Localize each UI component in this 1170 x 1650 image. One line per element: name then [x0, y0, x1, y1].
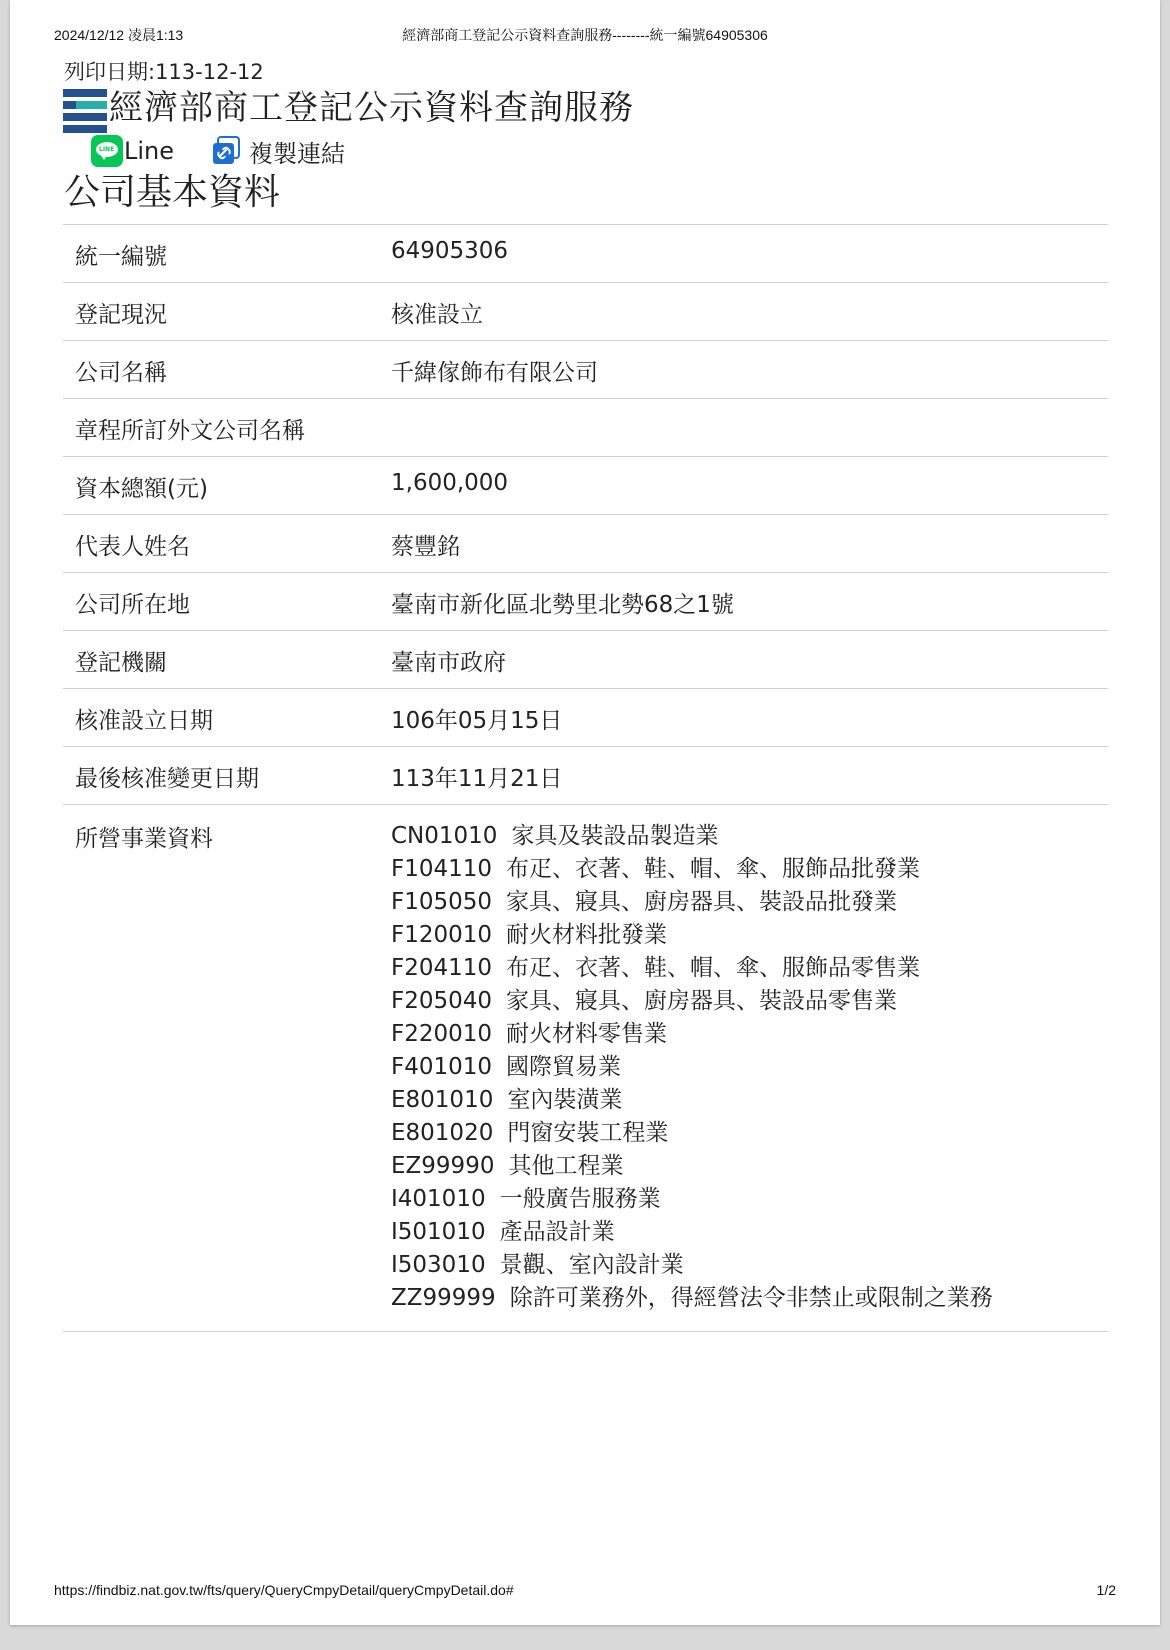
business-desc: 除許可業務外，得經營法令非禁止或限制之業務	[509, 1285, 993, 1311]
business-desc: 家具、寢具、廚房器具、裝設品批發業	[506, 889, 898, 915]
business-code: F205040	[391, 988, 493, 1014]
table-row	[63, 573, 1108, 631]
field-value: 106年05月15日	[391, 689, 1108, 747]
print-header-title: 經濟部商工登記公示資料查詢服務--------統一編號64905306	[402, 27, 768, 43]
site-title: 經濟部商工登記公示資料查詢服務	[109, 88, 634, 128]
field-label: 統一編號	[63, 225, 391, 283]
main-content	[63, 58, 1119, 1332]
business-desc: 產品設計業	[499, 1219, 615, 1245]
print-header-datetime: 2024/12/12 凌晨1:13	[54, 27, 184, 43]
business-item	[391, 1051, 1108, 1084]
business-desc: 國際貿易業	[506, 1054, 622, 1080]
field-label: 公司名稱	[63, 341, 391, 399]
business-desc: 其他工程業	[508, 1153, 624, 1179]
line-icon[interactable]: LINE	[91, 135, 123, 167]
field-value: 1,600,000	[391, 457, 1108, 515]
field-label: 代表人姓名	[63, 515, 391, 573]
page-number: 1/2	[1096, 1582, 1116, 1598]
business-item	[391, 1084, 1108, 1117]
business-desc: 耐火材料批發業	[506, 922, 668, 948]
business-desc: 景觀、室內設計業	[499, 1252, 684, 1278]
business-code: F105050	[391, 889, 493, 915]
business-item	[391, 919, 1108, 952]
field-label: 章程所訂外文公司名稱	[63, 399, 391, 457]
table-row	[63, 225, 1108, 283]
table-row	[63, 689, 1108, 747]
table-row	[63, 457, 1108, 515]
table-row	[63, 283, 1108, 341]
field-label: 所營事業資料	[63, 805, 391, 1332]
business-code: F104110	[391, 856, 493, 882]
business-desc: 家具、寢具、廚房器具、裝設品零售業	[506, 988, 898, 1014]
business-item	[391, 1150, 1108, 1183]
print-header	[54, 25, 1116, 45]
company-info-table	[63, 224, 1108, 1332]
field-value: 臺南市新化區北勢里北勢68之1號	[391, 573, 1108, 631]
table-row-business	[63, 805, 1108, 1332]
share-bar	[91, 132, 1119, 170]
business-code: I503010	[391, 1252, 486, 1278]
table-row	[63, 747, 1108, 805]
business-item	[391, 1117, 1108, 1150]
business-code: F401010	[391, 1054, 493, 1080]
business-desc: 室內裝潢業	[507, 1087, 623, 1113]
business-desc: 布疋、衣著、鞋、帽、傘、服飾品批發業	[506, 856, 921, 882]
table-row	[63, 631, 1108, 689]
business-item	[391, 886, 1108, 919]
business-code: E801020	[391, 1120, 494, 1146]
field-label: 核准設立日期	[63, 689, 391, 747]
business-item	[391, 952, 1108, 985]
business-desc: 耐火材料零售業	[506, 1021, 668, 1047]
table-row	[63, 399, 1108, 457]
business-code: E801010	[391, 1087, 494, 1113]
table-row	[63, 341, 1108, 399]
page-url: https://findbiz.nat.gov.tw/fts/query/QueryCmpyDetail/queryCmpyDetail.do#	[54, 1582, 514, 1598]
business-item	[391, 1183, 1108, 1216]
field-value: 蔡豐銘	[391, 515, 1108, 573]
table-row	[63, 515, 1108, 573]
business-item	[391, 985, 1108, 1018]
field-value: 113年11月21日	[391, 747, 1108, 805]
business-list	[391, 805, 1108, 1332]
site-logo-icon	[63, 89, 107, 133]
business-code: F220010	[391, 1021, 493, 1047]
business-desc: 門窗安裝工程業	[507, 1120, 669, 1146]
business-item	[391, 853, 1108, 886]
business-desc: 一般廣告服務業	[499, 1186, 661, 1212]
copy-link-button[interactable]: 複製連結	[249, 139, 346, 168]
business-code: I501010	[391, 1219, 486, 1245]
business-code: EZ99990	[391, 1153, 495, 1179]
business-item	[391, 1018, 1108, 1051]
business-item	[391, 820, 1108, 853]
field-value: 64905306	[391, 225, 1108, 283]
field-label: 公司所在地	[63, 573, 391, 631]
field-value: 千緯傢飾布有限公司	[391, 341, 1108, 399]
business-code: CN01010	[391, 823, 498, 849]
field-value	[391, 399, 1108, 457]
print-page	[10, 0, 1160, 1625]
business-item	[391, 1216, 1108, 1249]
business-item	[391, 1249, 1108, 1282]
line-share-link[interactable]: Line	[124, 137, 175, 165]
site-header	[63, 86, 1119, 132]
business-code: F204110	[391, 955, 493, 981]
business-code: I401010	[391, 1186, 486, 1212]
business-desc: 家具及裝設品製造業	[511, 823, 719, 849]
section-title: 公司基本資料	[64, 172, 281, 213]
print-date: 列印日期:113-12-12	[64, 60, 264, 84]
business-code: F120010	[391, 922, 493, 948]
field-value: 臺南市政府	[391, 631, 1108, 689]
field-value: 核准設立	[391, 283, 1108, 341]
field-label: 登記機關	[63, 631, 391, 689]
business-desc: 布疋、衣著、鞋、帽、傘、服飾品零售業	[506, 955, 921, 981]
business-code: ZZ99999	[391, 1285, 496, 1311]
field-label: 登記現況	[63, 283, 391, 341]
field-label: 資本總額(元)	[63, 457, 391, 515]
field-label: 最後核准變更日期	[63, 747, 391, 805]
business-item	[391, 1282, 1108, 1315]
copy-link-icon[interactable]	[211, 136, 241, 166]
